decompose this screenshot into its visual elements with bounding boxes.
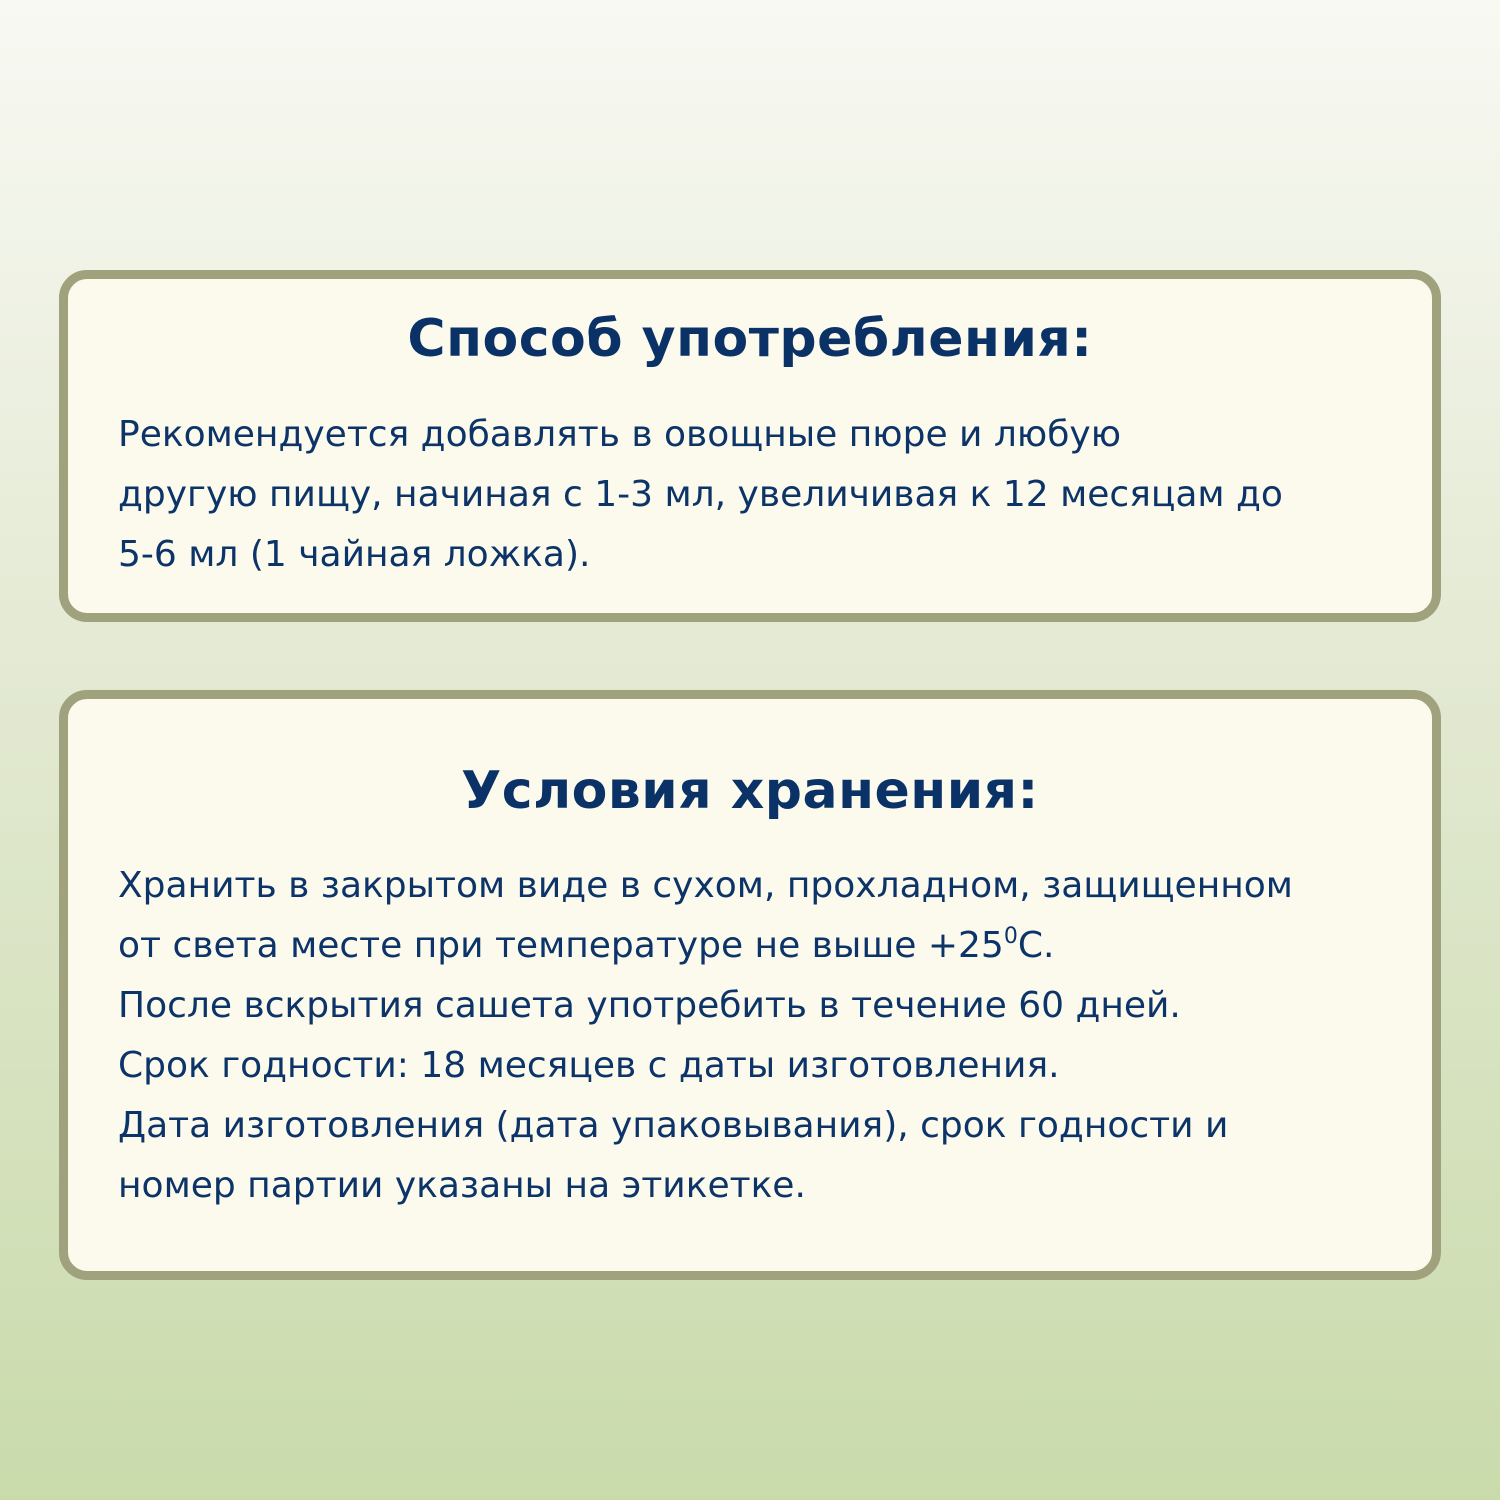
storage-line: Дата изготовления (дата упаковывания), срок годности и (118, 1105, 1229, 1146)
storage-text (118, 856, 1402, 1216)
storage-line-temperature (118, 916, 1402, 976)
degree-mark: 0 (1003, 924, 1018, 949)
usage-line: Рекомендуется добавлять в овощные пюре и любую (118, 414, 1122, 455)
usage-line: другую пищу, начиная с 1-3 мл, увеличивая к 12 месяцам до (118, 474, 1283, 515)
storage-line: После вскрытия сашета употребить в течение 60 дней. (118, 985, 1181, 1026)
storage-card (59, 690, 1441, 1280)
storage-line: номер партии указаны на этикетке. (118, 1165, 806, 1206)
usage-line: 5-6 мл (1 чайная ложка). (118, 534, 591, 575)
usage-text (118, 405, 1402, 585)
usage-title: Способ употребления: (407, 309, 1093, 369)
storage-line: Хранить в закрытом виде в сухом, прохладном, защищенном (118, 865, 1293, 906)
temperature-text: от света месте при температуре не выше +25 (118, 925, 1004, 966)
storage-line: Срок годности: 18 месяцев с даты изготовления. (118, 1045, 1060, 1086)
usage-card (59, 270, 1441, 622)
storage-title: Условия хранения: (461, 761, 1039, 821)
temperature-unit: С. (1017, 925, 1055, 966)
